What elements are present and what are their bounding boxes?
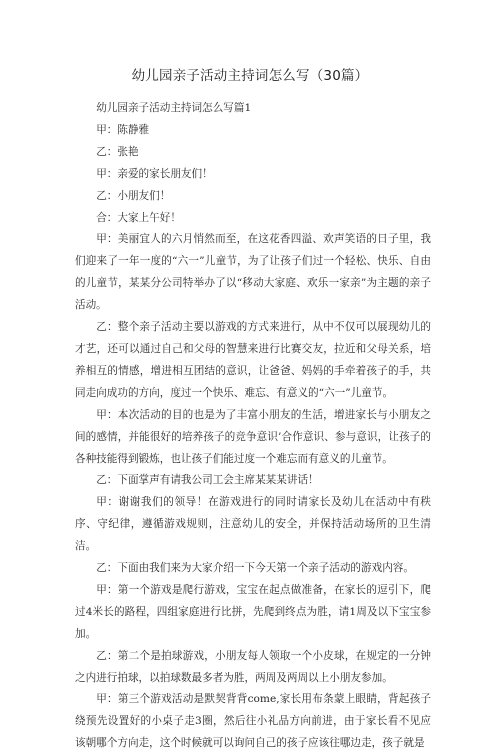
dialogue-paragraph: 乙：第二个是拍球游戏，小朋友每人领取一个小皮球，在规定的一分钟之内进行拍球，以拍球数最多者为胜，两周及两周以上小朋友参加。 (75, 649, 431, 684)
dialogue-paragraph: 甲：第一个游戏是爬行游戏，宝宝在起点做准备，在家长的逗引下，爬过4米长的路程，四组家庭进行比拼，先爬到终点为胜，请1周及以下宝宝参加。 (75, 583, 431, 640)
host-b-name: 乙：张艳 (96, 145, 139, 158)
dialogue-paragraph: 甲：谢谢我们的领导！在游戏进行的同时请家长及幼儿在活动中有秩序、守纪律，遵循游戏规则，注意幼儿的安全，并保持活动场所的卫生清洁。 (75, 496, 431, 553)
dialogue-paragraph: 乙：整个亲子活动主要以游戏的方式来进行，从中不仅可以展现幼儿的才艺，还可以通过自己和父母的智慧来进行比赛交友，拉近和父母关系，培养相互的情感，增进相互团结的意识，让爸爸、妈妈的手牵着孩子的手，共同走向成功的方向，度过一个快乐、难忘、有意义的“六一”儿童节。 (75, 321, 431, 399)
host-a-name: 甲：陈静雅 (96, 123, 150, 136)
document-body (75, 98, 431, 755)
document-title: 幼儿园亲子活动主持词怎么写（30篇） (131, 68, 369, 84)
article-subtitle: 幼儿园亲子活动主持词怎么写篇1 (96, 102, 252, 114)
dialogue-line: 甲：亲爱的家长朋友们！ (96, 167, 213, 180)
dialogue-line: 合：大家上午好！ (96, 211, 181, 224)
dialogue-line: 乙：下面由我们来为大家介绍一下今天第一个亲子活动的游戏内容。 (96, 562, 414, 575)
dialogue-paragraph: 甲：美丽宜人的六月悄然而至，在这花香四溢、欢声笑语的日子里，我们迎来了一年一度的“六一”儿童节，为了让孩子们过一个轻松、快乐、自由的儿童节，某某分公司特举办了以“移动大家庭、欢乐一家亲”为主题的亲子活动。 (75, 233, 431, 312)
dialogue-line: 乙：小朋友们！ (96, 189, 171, 202)
dialogue-paragraph: 甲：本次活动的目的也是为了丰富小朋友的生活，增进家长与小朋友之间的感情，并能很好的培养孩子的竞争意识’合作意识、参与意识，让孩子的各种技能得到锻炼，也让孩子们能过度一个难忘而有意义的儿童节。 (75, 408, 431, 465)
dialogue-paragraph: 甲：第三个游戏活动是默契背背come,家长用布条蒙上眼睛，背起孩子绕预先设置好的小桌子走3圈，然后往小礼品方向前进，由于家长看不见应该朝哪个方向走，这个时候就可以询问自己的孩子应该往哪边走，孩子就是 (75, 693, 431, 750)
dialogue-line: 乙：下面掌声有请我公司工会主席某某某讲话！ (96, 474, 319, 487)
